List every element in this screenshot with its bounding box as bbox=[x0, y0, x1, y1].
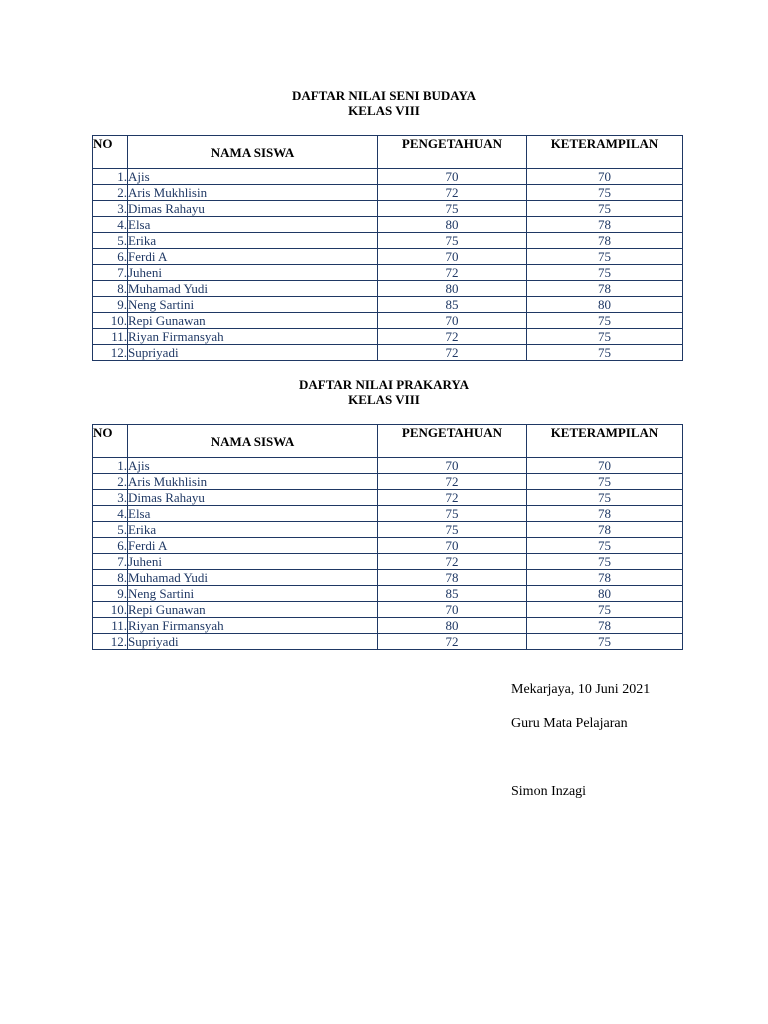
cell-pengetahuan: 80 bbox=[378, 618, 527, 634]
header-keterampilan: KETERAMPILAN bbox=[527, 136, 683, 169]
cell-pengetahuan: 70 bbox=[378, 313, 527, 329]
cell-keterampilan: 75 bbox=[527, 265, 683, 281]
header-pengetahuan: PENGETAHUAN bbox=[378, 136, 527, 169]
cell-name: Ferdi A bbox=[128, 249, 378, 265]
cell-name: Erika bbox=[128, 522, 378, 538]
cell-name: Riyan Firmansyah bbox=[128, 329, 378, 345]
cell-no: 1. bbox=[93, 169, 128, 185]
table-row bbox=[93, 249, 683, 265]
cell-pengetahuan: 75 bbox=[378, 522, 527, 538]
cell-pengetahuan: 72 bbox=[378, 185, 527, 201]
signature-place-date: Mekarjaya, 10 Juni 2021 bbox=[511, 682, 651, 697]
cell-keterampilan: 78 bbox=[527, 570, 683, 586]
table-row bbox=[93, 618, 683, 634]
cell-no: 11. bbox=[93, 618, 128, 634]
table-header-row bbox=[93, 425, 683, 458]
cell-no: 7. bbox=[93, 265, 128, 281]
cell-no: 6. bbox=[93, 249, 128, 265]
cell-keterampilan: 75 bbox=[527, 313, 683, 329]
cell-name: Erika bbox=[128, 233, 378, 249]
header-pengetahuan: PENGETAHUAN bbox=[378, 425, 527, 458]
cell-name: Riyan Firmansyah bbox=[128, 618, 378, 634]
cell-no: 2. bbox=[93, 185, 128, 201]
table-row bbox=[93, 185, 683, 201]
cell-name: Ferdi A bbox=[128, 538, 378, 554]
cell-pengetahuan: 72 bbox=[378, 474, 527, 490]
cell-no: 6. bbox=[93, 538, 128, 554]
table-row bbox=[93, 217, 683, 233]
table-row bbox=[93, 570, 683, 586]
cell-name: Elsa bbox=[128, 217, 378, 233]
cell-name: Juheni bbox=[128, 554, 378, 570]
cell-keterampilan: 75 bbox=[527, 474, 683, 490]
table2-subtitle: KELAS VIII bbox=[348, 392, 420, 407]
table-row bbox=[93, 506, 683, 522]
cell-keterampilan: 78 bbox=[527, 522, 683, 538]
cell-name: Ajis bbox=[128, 458, 378, 474]
header-no: NO bbox=[93, 425, 128, 458]
cell-no: 5. bbox=[93, 522, 128, 538]
cell-pengetahuan: 70 bbox=[378, 458, 527, 474]
cell-no: 12. bbox=[93, 345, 128, 361]
cell-name: Supriyadi bbox=[128, 345, 378, 361]
cell-pengetahuan: 72 bbox=[378, 265, 527, 281]
cell-no: 8. bbox=[93, 570, 128, 586]
cell-keterampilan: 78 bbox=[527, 233, 683, 249]
cell-pengetahuan: 72 bbox=[378, 490, 527, 506]
cell-keterampilan: 80 bbox=[527, 586, 683, 602]
cell-keterampilan: 75 bbox=[527, 185, 683, 201]
cell-pengetahuan: 72 bbox=[378, 345, 527, 361]
header-no: NO bbox=[93, 136, 128, 169]
cell-pengetahuan: 75 bbox=[378, 233, 527, 249]
table2-title: DAFTAR NILAI PRAKARYA bbox=[299, 377, 469, 392]
cell-name: Repi Gunawan bbox=[128, 602, 378, 618]
cell-no: 9. bbox=[93, 586, 128, 602]
cell-name: Juheni bbox=[128, 265, 378, 281]
cell-no: 11. bbox=[93, 329, 128, 345]
table-row bbox=[93, 313, 683, 329]
table-row bbox=[93, 201, 683, 217]
cell-name: Neng Sartini bbox=[128, 297, 378, 313]
cell-keterampilan: 75 bbox=[527, 201, 683, 217]
cell-no: 3. bbox=[93, 490, 128, 506]
grades-table-prakarya bbox=[92, 424, 683, 650]
cell-no: 10. bbox=[93, 313, 128, 329]
cell-name: Ajis bbox=[128, 169, 378, 185]
signature-name: Simon Inzagi bbox=[511, 784, 587, 799]
cell-no: 4. bbox=[93, 506, 128, 522]
cell-keterampilan: 75 bbox=[527, 345, 683, 361]
cell-no: 4. bbox=[93, 217, 128, 233]
cell-pengetahuan: 80 bbox=[378, 281, 527, 297]
header-name: NAMA SISWA bbox=[128, 136, 378, 169]
cell-pengetahuan: 85 bbox=[378, 297, 527, 313]
table-row bbox=[93, 538, 683, 554]
cell-name: Neng Sartini bbox=[128, 586, 378, 602]
cell-no: 9. bbox=[93, 297, 128, 313]
cell-keterampilan: 80 bbox=[527, 297, 683, 313]
cell-pengetahuan: 70 bbox=[378, 249, 527, 265]
cell-keterampilan: 75 bbox=[527, 490, 683, 506]
cell-pengetahuan: 72 bbox=[378, 329, 527, 345]
cell-pengetahuan: 70 bbox=[378, 538, 527, 554]
cell-pengetahuan: 75 bbox=[378, 201, 527, 217]
table-row bbox=[93, 169, 683, 185]
table1-title: DAFTAR NILAI SENI BUDAYA bbox=[291, 88, 477, 103]
table-row bbox=[93, 329, 683, 345]
cell-keterampilan: 78 bbox=[527, 618, 683, 634]
table-row bbox=[93, 490, 683, 506]
cell-no: 2. bbox=[93, 474, 128, 490]
cell-pengetahuan: 75 bbox=[378, 506, 527, 522]
cell-keterampilan: 75 bbox=[527, 249, 683, 265]
table-row bbox=[93, 345, 683, 361]
cell-name: Dimas Rahayu bbox=[128, 490, 378, 506]
cell-pengetahuan: 80 bbox=[378, 217, 527, 233]
cell-keterampilan: 70 bbox=[527, 169, 683, 185]
cell-no: 10. bbox=[93, 602, 128, 618]
table-row bbox=[93, 634, 683, 650]
table-row bbox=[93, 474, 683, 490]
cell-pengetahuan: 70 bbox=[378, 169, 527, 185]
cell-keterampilan: 75 bbox=[527, 538, 683, 554]
signature-role: Guru Mata Pelajaran bbox=[511, 716, 628, 731]
cell-no: 8. bbox=[93, 281, 128, 297]
cell-name: Elsa bbox=[128, 506, 378, 522]
cell-keterampilan: 78 bbox=[527, 281, 683, 297]
cell-name: Dimas Rahayu bbox=[128, 201, 378, 217]
cell-no: 3. bbox=[93, 201, 128, 217]
cell-pengetahuan: 72 bbox=[378, 554, 527, 570]
table-row bbox=[93, 458, 683, 474]
cell-name: Supriyadi bbox=[128, 634, 378, 650]
cell-keterampilan: 75 bbox=[527, 554, 683, 570]
cell-no: 1. bbox=[93, 458, 128, 474]
cell-keterampilan: 75 bbox=[527, 329, 683, 345]
cell-no: 5. bbox=[93, 233, 128, 249]
cell-name: Muhamad Yudi bbox=[128, 281, 378, 297]
cell-keterampilan: 78 bbox=[527, 506, 683, 522]
cell-keterampilan: 70 bbox=[527, 458, 683, 474]
cell-pengetahuan: 72 bbox=[378, 634, 527, 650]
cell-no: 12. bbox=[93, 634, 128, 650]
table-row bbox=[93, 554, 683, 570]
cell-pengetahuan: 78 bbox=[378, 570, 527, 586]
cell-keterampilan: 75 bbox=[527, 634, 683, 650]
header-name: NAMA SISWA bbox=[128, 425, 378, 458]
header-keterampilan: KETERAMPILAN bbox=[527, 425, 683, 458]
cell-pengetahuan: 70 bbox=[378, 602, 527, 618]
cell-name: Repi Gunawan bbox=[128, 313, 378, 329]
table-row bbox=[93, 265, 683, 281]
table-row bbox=[93, 586, 683, 602]
cell-name: Aris Mukhlisin bbox=[128, 185, 378, 201]
grades-table-seni-budaya bbox=[92, 135, 683, 361]
cell-no: 7. bbox=[93, 554, 128, 570]
table-row bbox=[93, 281, 683, 297]
cell-pengetahuan: 85 bbox=[378, 586, 527, 602]
table-row bbox=[93, 522, 683, 538]
cell-keterampilan: 78 bbox=[527, 217, 683, 233]
table-row bbox=[93, 297, 683, 313]
table-row bbox=[93, 602, 683, 618]
table-header-row bbox=[93, 136, 683, 169]
table-row bbox=[93, 233, 683, 249]
cell-name: Aris Mukhlisin bbox=[128, 474, 378, 490]
cell-keterampilan: 75 bbox=[527, 602, 683, 618]
cell-name: Muhamad Yudi bbox=[128, 570, 378, 586]
table1-subtitle: KELAS VIII bbox=[348, 103, 420, 118]
